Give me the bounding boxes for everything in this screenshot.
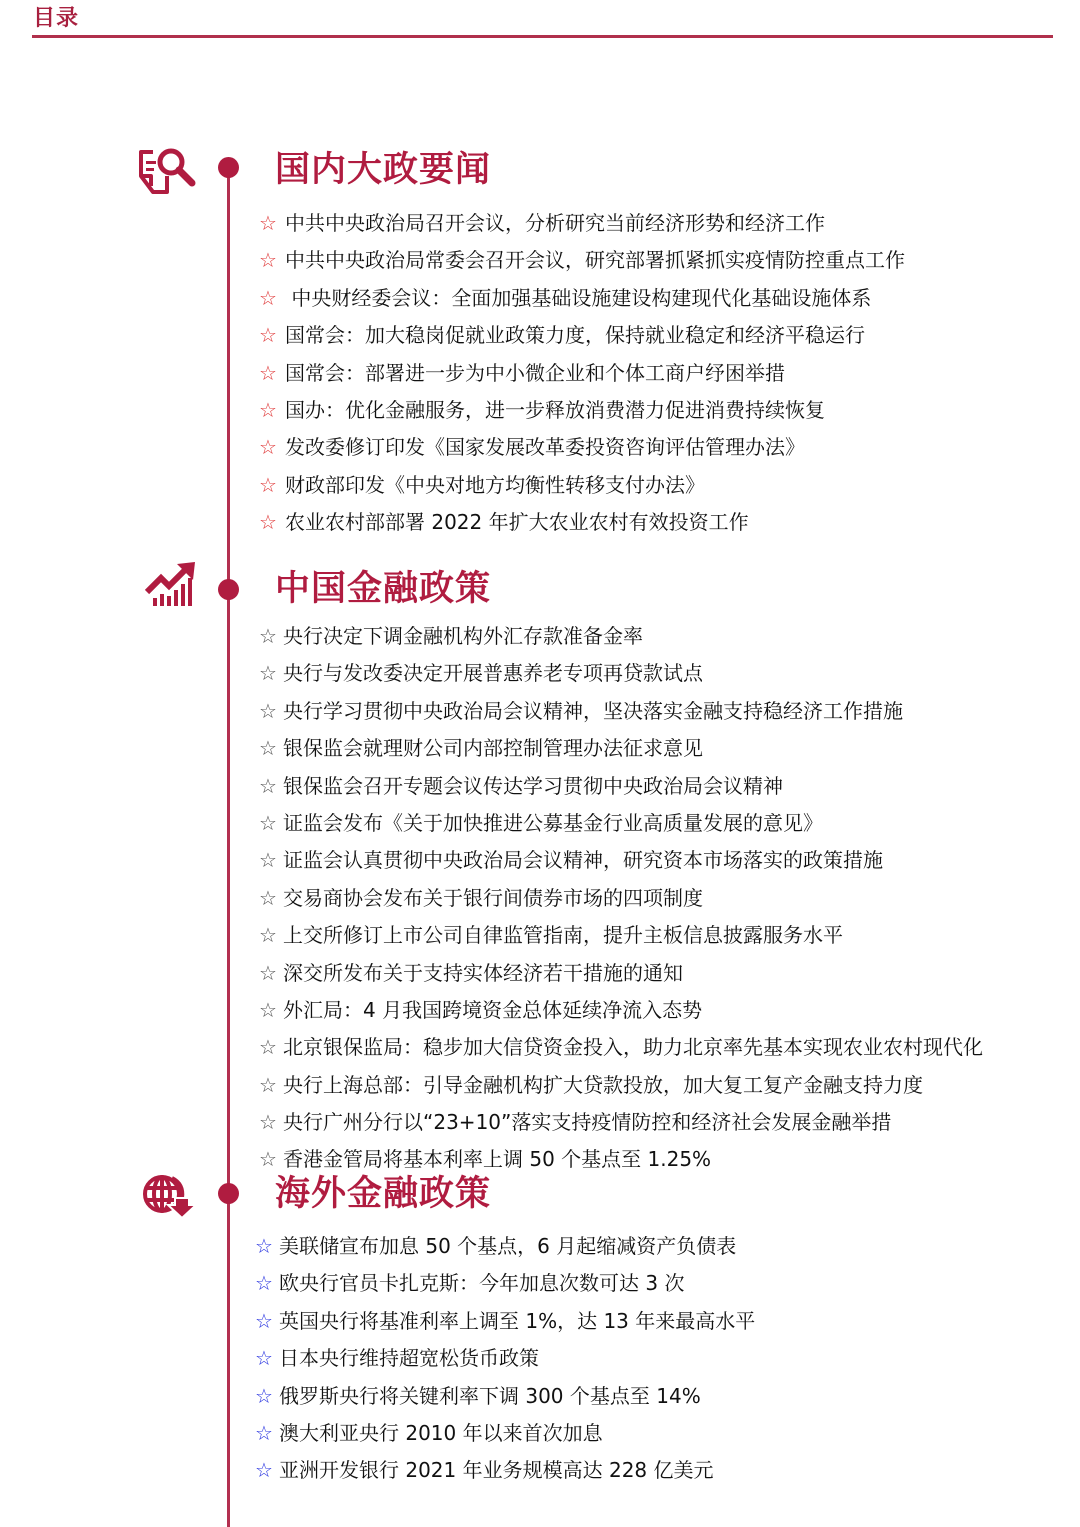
list-item[interactable]: ☆ 交易商协会发布关于银行间债券市场的四项制度 [259, 880, 983, 917]
list-item[interactable]: ☆ 深交所发布关于支持实体经济若干措施的通知 [259, 955, 983, 992]
list-item[interactable]: ☆ 央行学习贯彻中央政治局会议精神，坚决落实金融支持稳经济工作措施 [259, 693, 983, 730]
document-search-icon [137, 146, 199, 198]
list-item[interactable]: ☆ 证监会认真贯彻中央政治局会议精神，研究资本市场落实的政策措施 [259, 842, 983, 879]
star-icon: ☆ [259, 661, 277, 686]
list-item[interactable]: ☆ 国办：优化金融服务，进一步释放消费潜力促进消费持续恢复 [259, 392, 905, 429]
list-item[interactable]: ☆ 亚洲开发银行 2021 年业务规模高达 228 亿美元 [255, 1452, 755, 1489]
list-item[interactable]: ☆ 中共中央政治局常委会召开会议，研究部署抓紧抓实疫情防控重点工作 [259, 242, 905, 279]
list-item[interactable]: ☆ 银保监会召开专题会议传达学习贯彻中央政治局会议精神 [259, 768, 983, 805]
list-item[interactable]: ☆ 香港金管局将基本利率上调 50 个基点至 1.25% [259, 1141, 983, 1178]
star-icon: ☆ [259, 248, 277, 273]
list-item[interactable]: ☆ 银保监会就理财公司内部控制管理办法征求意见 [259, 730, 983, 767]
star-icon: ☆ [259, 360, 277, 385]
star-icon: ☆ [259, 1110, 277, 1135]
section-title-overseas: 海外金融政策 [275, 1174, 492, 1214]
star-icon: ☆ [259, 1147, 277, 1172]
list-item[interactable]: ☆ 央行决定下调金融机构外汇存款准备金率 [259, 618, 983, 655]
star-icon: ☆ [259, 211, 277, 235]
star-icon: ☆ [259, 997, 277, 1022]
list-item[interactable]: ☆ 外汇局：4 月我国跨境资金总体延续净流入态势 [259, 992, 983, 1029]
star-icon: ☆ [259, 923, 277, 948]
list-item[interactable]: ☆ 央行广州分行以“23+10”落实支持疫情防控和经济社会发展金融举措 [259, 1104, 983, 1141]
timeline-line [227, 168, 230, 1527]
china-finance-list [259, 618, 983, 1179]
section-title-china-finance: 中国金融政策 [275, 569, 492, 609]
trending-up-chart-icon [145, 562, 197, 608]
header-divider [32, 35, 1053, 38]
list-item[interactable]: ☆ 澳大利亚央行 2010 年以来首次加息 [255, 1415, 755, 1452]
star-icon: ☆ [259, 435, 277, 460]
star-icon: ☆ [259, 885, 277, 910]
list-item[interactable]: ☆ 中央财经委会议：全面加强基础设施建设构建现代化基础设施体系 [259, 280, 905, 317]
list-item[interactable]: ☆ 央行上海总部：引导金融机构扩大贷款投放，加大复工复产金融支持力度 [259, 1067, 983, 1104]
star-icon: ☆ [255, 1420, 273, 1445]
timeline-node [218, 1183, 239, 1204]
star-icon: ☆ [255, 1346, 273, 1371]
star-icon: ☆ [255, 1383, 273, 1408]
star-icon: ☆ [259, 397, 277, 422]
timeline-node [218, 157, 239, 178]
star-icon: ☆ [259, 810, 277, 835]
star-icon: ☆ [255, 1234, 273, 1258]
list-item[interactable]: ☆ 证监会发布《关于加快推进公募基金行业高质量发展的意见》 [259, 805, 983, 842]
star-icon: ☆ [255, 1458, 273, 1483]
list-item[interactable]: ☆ 发改委修订印发《国家发展改革委投资咨询评估管理办法》 [259, 429, 905, 466]
list-item[interactable]: ☆ 农业农村部部署 2022 年扩大农业农村有效投资工作 [259, 504, 905, 541]
list-item[interactable]: ☆ 北京银保监局：稳步加大信贷资金投入，助力北京率先基本实现农业农村现代化 [259, 1029, 983, 1066]
overseas-finance-list [255, 1228, 755, 1490]
globe-download-icon [142, 1172, 198, 1220]
list-item[interactable]: ☆ 国常会：部署进一步为中小微企业和个体工商户纾困举措 [259, 355, 905, 392]
list-item[interactable]: ☆ 财政部印发《中央对地方均衡性转移支付办法》 [259, 467, 905, 504]
section-title-domestic: 国内大政要闻 [275, 150, 492, 190]
page-title: 目录 [33, 6, 80, 31]
star-icon: ☆ [259, 773, 277, 798]
domestic-news-list [259, 205, 905, 542]
list-item[interactable]: ☆ 国常会：加大稳岗促就业政策力度，保持就业稳定和经济平稳运行 [259, 317, 905, 354]
list-item[interactable]: ☆ 美联储宣布加息 50 个基点，6 月起缩减资产负债表 [255, 1228, 755, 1265]
star-icon: ☆ [259, 1035, 277, 1060]
list-item[interactable]: ☆ 中共中央政治局召开会议，分析研究当前经济形势和经济工作 [259, 205, 905, 242]
star-icon: ☆ [259, 960, 277, 985]
list-item[interactable]: ☆ 欧央行官员卡扎克斯：今年加息次数可达 3 次 [255, 1265, 755, 1302]
list-item[interactable]: ☆ 央行与发改委决定开展普惠养老专项再贷款试点 [259, 655, 983, 692]
list-item[interactable]: ☆ 俄罗斯央行将关键利率下调 300 个基点至 14% [255, 1378, 755, 1415]
star-icon: ☆ [255, 1271, 273, 1296]
star-icon: ☆ [255, 1308, 273, 1333]
star-icon: ☆ [259, 624, 277, 648]
star-icon: ☆ [259, 698, 277, 723]
star-icon: ☆ [259, 510, 277, 535]
timeline-node [218, 579, 239, 600]
star-icon: ☆ [259, 472, 277, 497]
star-icon: ☆ [259, 323, 277, 348]
list-item[interactable]: ☆ 上交所修订上市公司自律监管指南，提升主板信息披露服务水平 [259, 917, 983, 954]
list-item[interactable]: ☆ 英国央行将基准利率上调至 1%，达 13 年来最高水平 [255, 1303, 755, 1340]
star-icon: ☆ [259, 848, 277, 873]
star-icon: ☆ [259, 736, 277, 761]
star-icon: ☆ [259, 285, 277, 310]
star-icon: ☆ [259, 1072, 277, 1097]
list-item[interactable]: ☆ 日本央行维持超宽松货币政策 [255, 1340, 755, 1377]
